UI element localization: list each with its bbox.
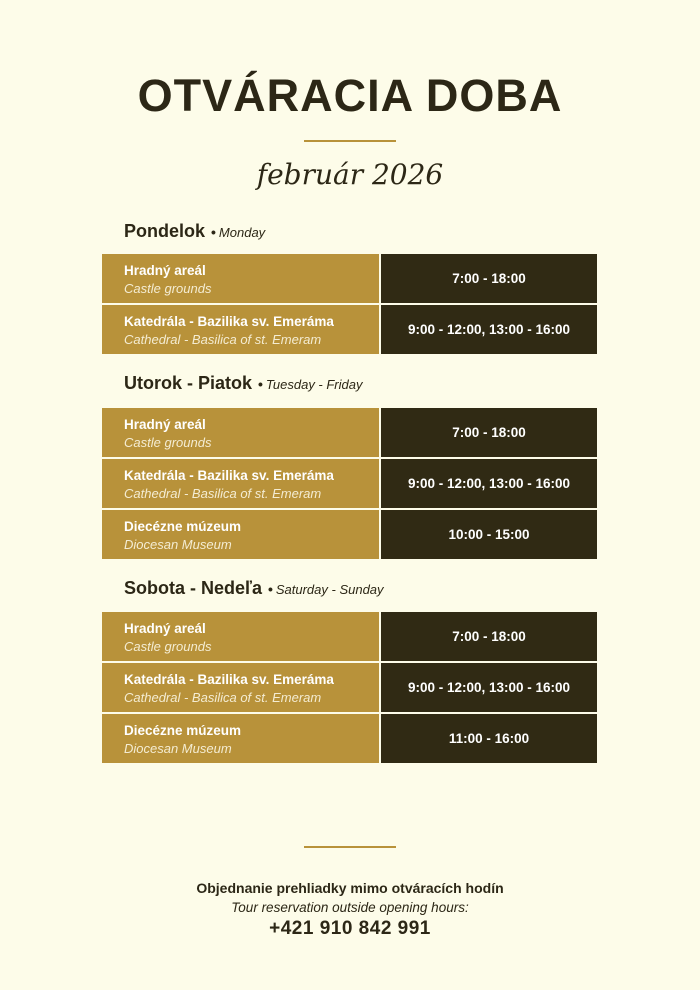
venue-cell [102,663,379,712]
venue-name-sk: Diecézne múzeum [124,519,242,534]
venue-cell [102,714,379,763]
table-row [102,663,597,712]
hours-table-tuesday-friday [102,408,597,561]
hours-cell: 7:00 - 18:00 [381,612,597,661]
hours-cell: 9:00 - 12:00, 13:00 - 16:00 [381,663,597,712]
venue-name-sk: Katedrála - Bazilika sv. Emeráma [124,672,334,687]
table-row [102,408,597,457]
section-name-sk: Utorok - Piatok [124,373,253,393]
venue-name-sk: Katedrála - Bazilika sv. Emeráma [124,468,334,483]
venue-name-en: Castle grounds [124,639,212,654]
hours-cell: 11:00 - 16:00 [381,714,597,763]
section-heading-tuesday-friday [124,373,363,394]
reservation-note-sk: Objednanie prehliadky mimo otváracích hodín [196,880,504,896]
venue-cell [102,305,379,354]
venue-name-en: Cathedral - Basilica of st. Emeram [124,486,322,501]
phone-number[interactable]: +421 910 842 991 [269,918,431,939]
hours-cell: 7:00 - 18:00 [381,254,597,303]
venue-name-sk: Diecézne múzeum [124,723,242,738]
hours-cell: 9:00 - 12:00, 13:00 - 16:00 [381,305,597,354]
section-name-sk: Pondelok [124,221,206,241]
venue-name-sk: Katedrála - Bazilika sv. Emeráma [124,314,334,329]
venue-cell [102,612,379,661]
bullet-dot: • [258,376,263,392]
venue-name-en: Diocesan Museum [124,537,232,552]
table-row [102,510,597,559]
venue-name-en: Diocesan Museum [124,741,232,756]
bullet-dot: • [267,581,273,597]
hours-table-monday [102,254,597,356]
hours-cell: 10:00 - 15:00 [381,510,597,559]
section-name-en: Tuesday - Friday [265,377,363,392]
table-row [102,305,597,354]
venue-name-sk: Hradný areál [124,263,206,278]
hours-cell: 7:00 - 18:00 [381,408,597,457]
month-subtitle: február 2026 [256,158,444,191]
section-heading-saturday-sunday [124,578,384,599]
bullet-dot: • [211,224,216,240]
section-name-sk: Sobota - Nedeľa [124,578,262,598]
venue-name-en: Castle grounds [124,281,212,296]
venue-cell [102,510,379,559]
footer-divider [304,846,396,848]
reservation-note-en: Tour reservation outside opening hours: [231,900,469,915]
table-row [102,254,597,303]
venue-name-sk: Hradný areál [124,621,206,636]
venue-cell [102,408,379,457]
title-divider [304,140,396,142]
table-row [102,714,597,763]
venue-name-en: Cathedral - Basilica of st. Emeram [124,690,322,705]
section-heading-monday [124,221,265,242]
page-title: OTVÁRACIA DOBA [137,70,563,121]
table-row [102,612,597,661]
section-name-en: Saturday - Sunday [275,582,384,597]
hours-cell: 9:00 - 12:00, 13:00 - 16:00 [381,459,597,508]
table-row [102,459,597,508]
hours-table-saturday-sunday [102,612,597,765]
venue-name-en: Cathedral - Basilica of st. Emeram [124,332,322,347]
venue-cell [102,459,379,508]
venue-name-sk: Hradný areál [124,417,206,432]
section-name-en: Monday [218,225,266,240]
venue-name-en: Castle grounds [124,435,212,450]
venue-cell [102,254,379,303]
